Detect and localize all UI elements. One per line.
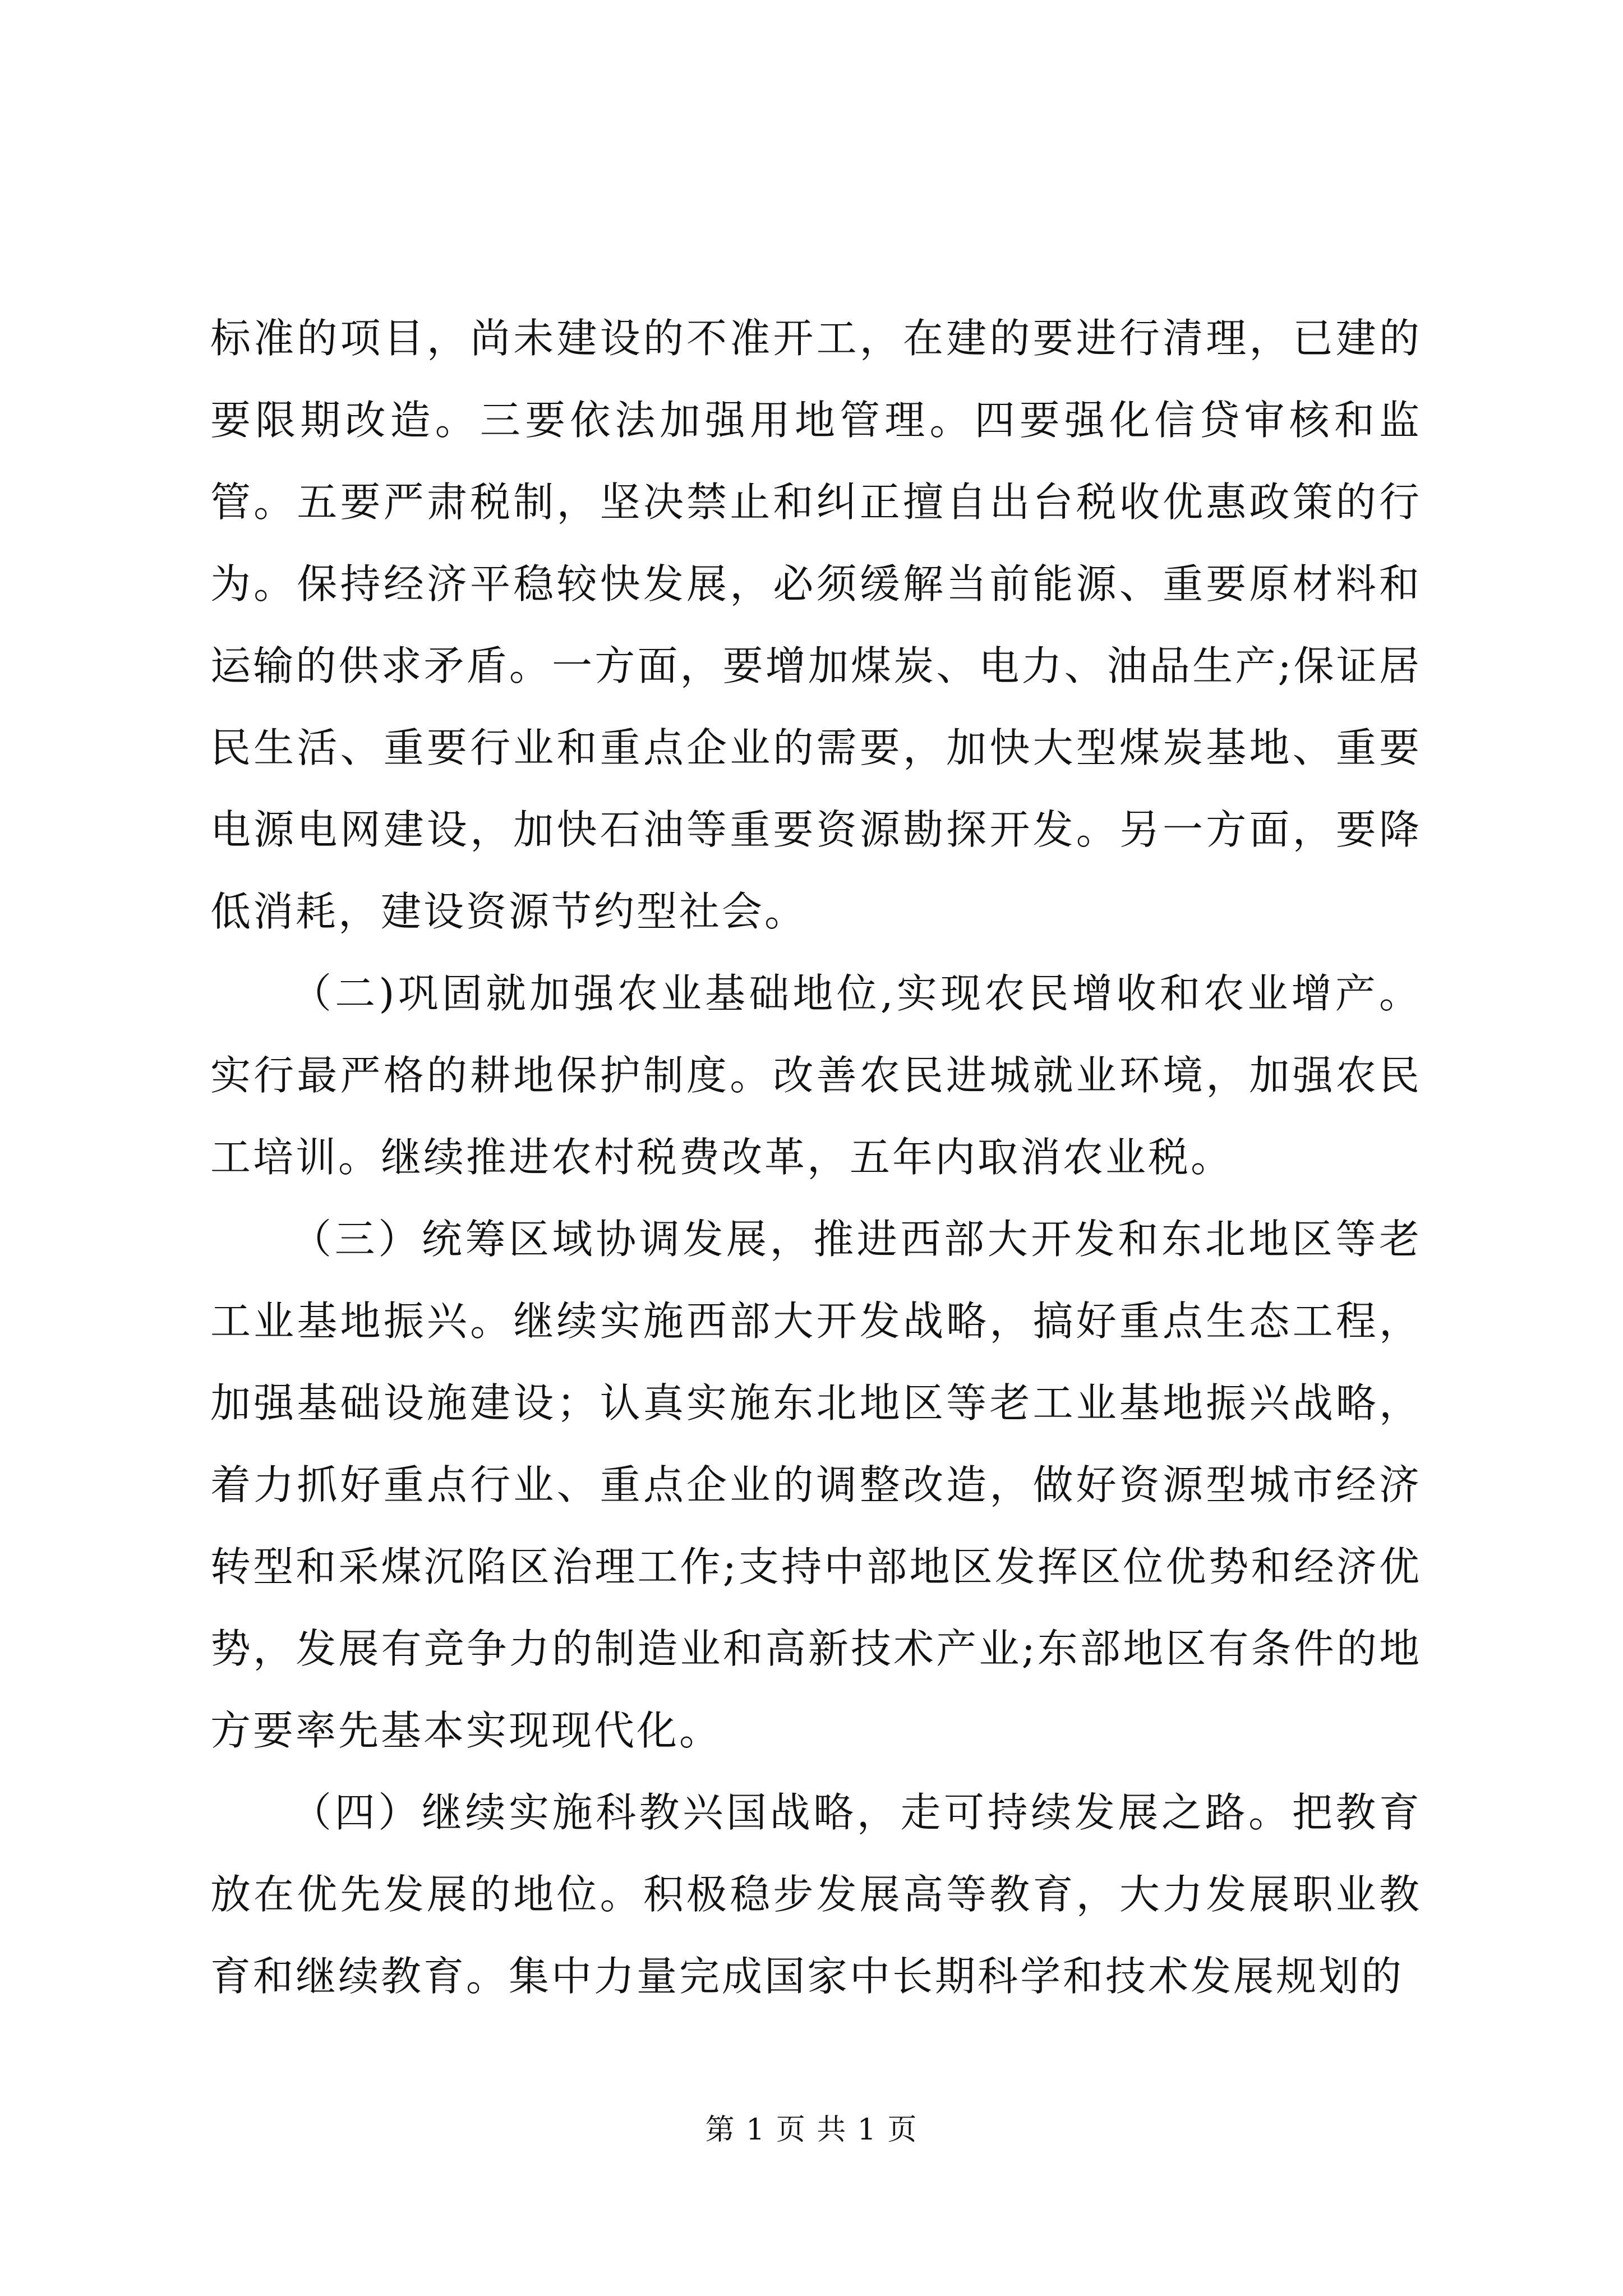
paragraph-4: （四）继续实施科教兴国战略，走可持续发展之路。把教育放在优先发展的地位。积极稳步发展高等教育，大力发展职业教育和继续教育。集中力量完成国家中长期科学和技术发展规划的 — [210, 1789, 1422, 2000]
paragraph-1: 标准的项目，尚未建设的不准开工，在建的要进行清理，已建的要限期改造。三要依法加强用地管理。四要强化信贷审核和监管。五要严肃税制，坚决禁止和纠正擅自出台税收优惠政策的行为。保持经济平稳较快发展，必须缓解当前能源、重要原材料和运输的供求矛盾。一方面，要增加煤炭、电力、油品生产;保证居民生活、重要行业和重点企业的需要，加快大型煤炭基地、重要电源电网建设，加快石油等重要资源勘探开发。另一方面，要降低消耗，建设资源节约型社会。 — [210, 315, 1422, 935]
page-footer: 第 1 页 共 1 页 — [705, 2113, 918, 2147]
paragraph-3: （三）统筹区域协调发展，推进西部大开发和东北地区等老工业基地振兴。继续实施西部大开发战略，搞好重点生态工程，加强基础设施建设；认真实施东北地区等老工业基地振兴战略，着力抓好重点行业、重点企业的调整改造，做好资源型城市经济转型和采煤沉陷区治理工作;支持中部地区发挥区位优势和经济优势，发展有竞争力的制造业和高新技术产业;东部地区有条件的地方要率先基本实现现代化。 — [210, 1216, 1422, 1754]
body-text — [210, 297, 1422, 2017]
paragraph-2: （二)巩固就加强农业基础地位,实现农民增收和农业增产。实行最严格的耕地保护制度。改善农民进城就业环境，加强农民工培训。继续推进农村税费改革，五年内取消农业税。 — [210, 970, 1422, 1181]
